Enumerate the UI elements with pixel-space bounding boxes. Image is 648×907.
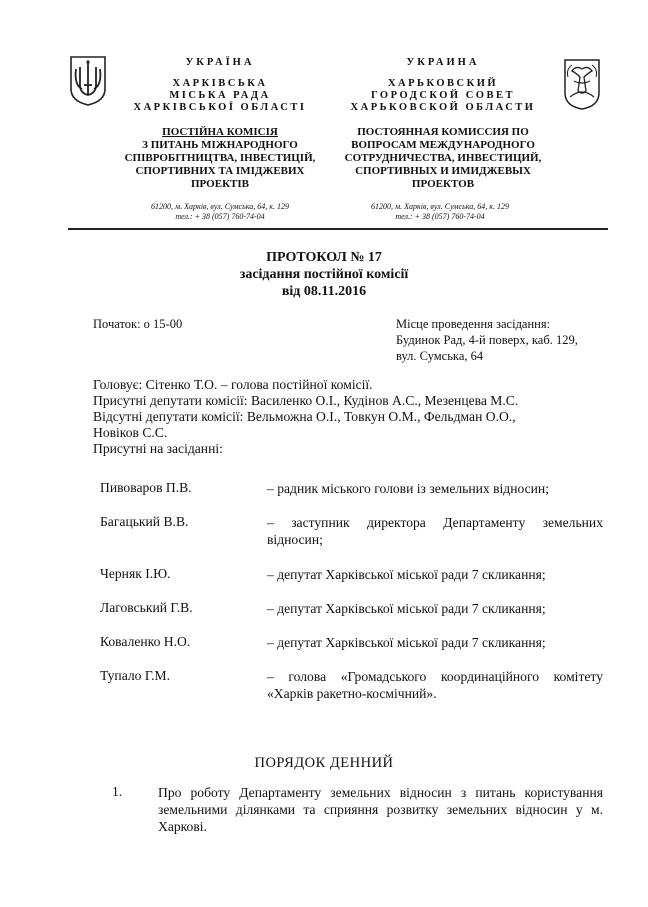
- commission-line: СПІВРОБІТНИЦТВА, ІНВЕСТИЦІЙ,: [124, 152, 316, 164]
- attendee-role: – депутат Харківської міської ради 7 скликання;: [267, 635, 546, 650]
- agenda-item-number: 1.: [112, 784, 123, 799]
- header-ua-country: УКРАЇНА: [185, 57, 255, 68]
- commission-line: ПРОЕКТОВ: [411, 178, 475, 190]
- commission-line: З ПИТАНЬ МІЖНАРОДНОГО: [142, 139, 298, 151]
- address-line: 61200, м. Харків, вул. Сумська, 64, к. 129: [371, 202, 509, 211]
- absent-members-line: Новіков С.С.: [93, 425, 168, 440]
- attendee-role: – депутат Харківської міської ради 7 скликання;: [267, 567, 546, 582]
- attendee-name: Черняк І.Ю.: [100, 566, 171, 581]
- header-ua-commission: [110, 126, 330, 191]
- protocol-date: від 08.11.2016: [281, 284, 367, 299]
- council-line: МІСЬКА РАДА: [169, 90, 271, 101]
- council-line: ХАРЬКОВСКОЙ ОБЛАСТИ: [350, 102, 536, 113]
- phone-line: тел.: + 38 (057) 760-74-04: [175, 212, 265, 221]
- agenda-item-text: Про роботу Департаменту земельних відносин з питань користування земельними ділянками та сприяння розвитку земельних відносин у м. Харкові.: [158, 785, 603, 834]
- attendee-role: – депутат Харківської міської ради 7 скликання;: [267, 601, 546, 616]
- attendee-name: Тупало Г.М.: [100, 668, 171, 683]
- agenda-title: ПОРЯДОК ДЕННИЙ: [254, 755, 394, 771]
- council-line: ГОРОДСКОЙ СОВЕТ: [371, 90, 515, 101]
- protocol-title: ПРОТОКОЛ № 17: [266, 250, 382, 265]
- commission-line: СПОРТИВНИХ ТА ІМІДЖЕВИХ: [135, 165, 305, 177]
- kharkiv-coat-of-arms-icon: [562, 57, 602, 111]
- council-line: ХАРКІВСЬКА: [172, 78, 268, 89]
- place-line: Будинок Рад, 4-й поверх, каб. 129,: [396, 333, 578, 347]
- commission-line: СПОРТИВНЫХ И ИМИДЖЕВЫХ: [355, 165, 531, 177]
- commission-line: ПРОЕКТІВ: [190, 178, 250, 190]
- attendee-role: – голова «Громадського координаційного комітету «Харків ракетно-космічний».: [267, 669, 603, 701]
- council-line: ХАРКІВСЬКОЇ ОБЛАСТІ: [133, 102, 307, 113]
- header-ru-council: [333, 78, 553, 114]
- header-ua-address: [130, 202, 310, 222]
- place-line: Місце проведення засідання:: [396, 317, 551, 331]
- chair-line: Головує: Сітенко Т.О. – голова постійної комісії.: [93, 377, 373, 392]
- attendee-role: – заступник директора Департаменту земельних відносин;: [267, 515, 603, 547]
- meeting-start: Початок: о 15-00: [93, 317, 183, 331]
- header-ru: [333, 57, 553, 191]
- commission-line: ВОПРОСАМ МЕЖДУНАРОДНОГО: [351, 139, 535, 151]
- attendee-role: – радник міського голови із земельних відносин;: [267, 481, 549, 496]
- phone-line: тел.: + 38 (057) 760-74-04: [395, 212, 485, 221]
- commission-line: ПОСТІЙНА КОМІСІЯ: [162, 126, 278, 138]
- commission-line: СОТРУДНИЧЕСТВА, ИНВЕСТИЦИЙ,: [344, 152, 542, 164]
- header-divider: [68, 228, 608, 230]
- address-line: 61200, м. Харків, вул. Сумська, 64, к. 129: [151, 202, 289, 211]
- attendee-name: Лаговський Г.В.: [100, 600, 193, 615]
- place-line: вул. Сумська, 64: [396, 349, 484, 363]
- protocol-subtitle: засідання постійної комісії: [239, 267, 409, 282]
- header-ua-council: [110, 78, 330, 114]
- header-ru-commission: [333, 126, 553, 191]
- attendee-name: Коваленко Н.О.: [100, 634, 191, 649]
- attendance-block: [93, 377, 613, 457]
- header-ru-country: УКРАИНА: [406, 57, 480, 68]
- present-at-meeting-line: Присутні на засіданні:: [93, 441, 223, 456]
- trident-emblem-icon: [68, 55, 108, 107]
- commission-line: ПОСТОЯННАЯ КОМИССИЯ ПО: [357, 126, 529, 138]
- absent-members-line: Відсутні депутати комісії: Вельможна О.І., Товкун О.М., Фельдман О.О.,: [93, 409, 516, 424]
- present-members-line: Присутні депутати комісії: Василенко О.І., Кудінов А.С., Мезенцева М.С.: [93, 393, 519, 408]
- council-line: ХАРЬКОВСКИЙ: [387, 78, 499, 89]
- meeting-place: [396, 316, 578, 364]
- header-ua: [110, 57, 330, 191]
- header-ru-address: [350, 202, 530, 222]
- attendee-name: Пивоваров П.В.: [100, 480, 192, 495]
- attendee-name: Багацький В.В.: [100, 514, 189, 529]
